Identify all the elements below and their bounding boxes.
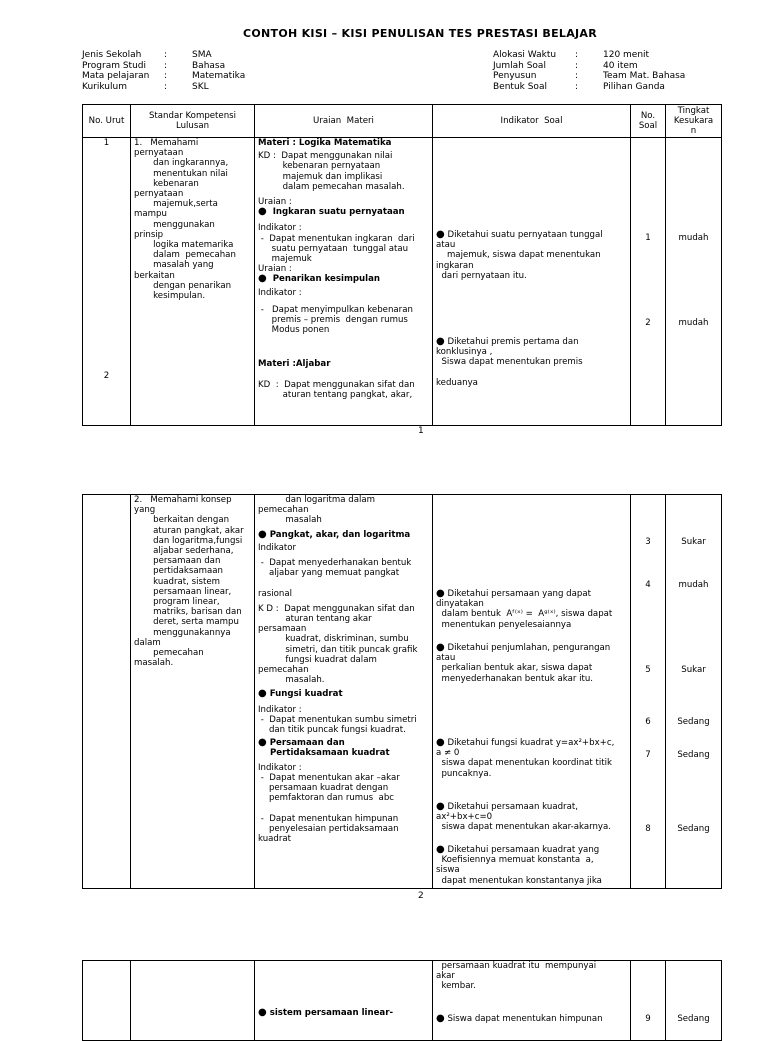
uraian-materi-cell [255, 138, 433, 426]
skl-cell [131, 961, 255, 1041]
indikator-text: - Dapat menyimpulkan kebenaran premis – premis dengan rumus Modus ponen [260, 304, 413, 336]
info-row: Kurikulum : SKL [82, 81, 209, 92]
indikator-label: Indikator : [258, 704, 302, 715]
uraian-materi-cell [255, 495, 433, 889]
tingkat-value: Sedang [677, 717, 710, 727]
no-soal-value: 4 [645, 580, 651, 590]
tingkat-cell [666, 961, 722, 1041]
soal-indicator: ● Diketahui fungsi kuadrat y=ax²+bx+c, a ≠ 0 siswa dapat menentukan koordinat titik puncaknya. [436, 737, 615, 779]
materi-title: Materi :Aljabar [258, 359, 331, 370]
indikator-label: Indikator : [258, 223, 302, 234]
sub-topic: ● sistem persamaan linear- [258, 1007, 394, 1018]
col-header-uraian-materi: Uraian Materi [255, 105, 433, 138]
table-row [83, 961, 722, 1041]
table-header-row [83, 105, 722, 138]
indikator-label: Indikator : [258, 762, 302, 773]
header-info-left [82, 50, 245, 92]
info-row: Alokasi Waktu : 120 menit [493, 50, 650, 60]
tingkat-value: Sukar [681, 665, 706, 675]
no-urut-cell [83, 495, 131, 889]
col-header-tingkat: Tingkat Kesukara n [666, 105, 722, 138]
info-row: Jumlah Soal : 40 item [493, 60, 638, 71]
skl-cell: 1. Memahami pernyataan dan ingkarannya, menentukan nilai kebenaran pernyataan majemuk,serta mampu menggunakan prinsip logika matemarika dalam pemecahan masalah yang berkaitan dengan penarikan kesimpulan. [131, 138, 255, 426]
sub-topic: ● Penarikan kesimpulan [258, 273, 381, 285]
sub-topic: ● Ingkaran suatu pernyataan [258, 206, 405, 218]
soal-indicator: ● Siswa dapat menentukan himpunan [436, 1013, 603, 1024]
no-soal-cell [631, 495, 666, 889]
sub-topic: ● Persamaan dan Pertidaksamaan kuadrat [258, 737, 390, 759]
info-row: Program Studi : Bahasa [82, 60, 226, 71]
kisi-table-page-2 [82, 494, 722, 889]
document-title: CONTOH KISI – KISI PENULISAN TES PRESTASI BELAJAR [242, 27, 597, 40]
indikator-label: Indikator : [258, 287, 302, 298]
kd-text: K D : Dapat menggunakan sifat dan aturan tentang akar persamaan kuadrat, diskriminan, sumbu simetri, dan titik puncak grafik fungsi kuadrat dalam pemecahan masalah. [258, 603, 418, 686]
no-urut-value: 2 [103, 371, 110, 381]
no-soal-value: 5 [645, 665, 651, 675]
kisi-table-page-1 [82, 104, 722, 426]
no-soal-value: 9 [645, 1014, 651, 1024]
page-number: 2 [418, 891, 424, 901]
header-info-right [493, 50, 685, 92]
no-urut-cell [83, 961, 131, 1041]
table-row [83, 138, 722, 426]
no-soal-cell [631, 138, 666, 426]
indikator-text: - Dapat menentukan akar –akar persamaan kuadrat dengan pemfaktoran dan rumus abc - Dapat menentukan himpunan penyelesaian pertidaksamaan kuadrat [258, 772, 400, 845]
materi-title: Materi : Logika Matematika [258, 138, 392, 148]
indikator-label: Indikator [258, 542, 297, 553]
soal-indicator: ● Diketahui suatu pernyataan tunggal atau majemuk, siswa dapat menentukan ingkaran dari pernyataan itu. [436, 229, 603, 281]
kd-text: KD : Dapat menggunakan nilai kebenaran pernyataan majemuk dan implikasi dalam pemecahan masalah. [258, 151, 405, 192]
soal-indicator: ● Diketahui premis pertama dan konklusinya , Siswa dapat menentukan premis keduanya [436, 336, 583, 388]
sub-topic: ● Fungsi kuadrat [258, 688, 343, 700]
soal-indicator: ● Diketahui persamaan kuadrat, ax²+bx+c=0 siswa dapat menentukan akar-akarnya. [436, 801, 612, 833]
info-row: Penyusun : Team Mat. Bahasa [493, 71, 686, 81]
tingkat-value: mudah [678, 233, 709, 243]
no-soal-value: 6 [645, 717, 651, 727]
tingkat-value: mudah [678, 318, 709, 328]
table-row [83, 495, 722, 889]
uraian-label: Uraian : [258, 264, 292, 275]
indikator-text: - Dapat menentukan ingkaran dari suatu pernyataan tunggal atau majemuk [260, 233, 415, 265]
tingkat-value: Sukar [681, 537, 706, 547]
col-header-standar-kompetensi: Standar Kompetensi Lulusan [131, 105, 255, 138]
page-number: 1 [418, 426, 424, 436]
soal-indicator: ● Diketahui persamaan kuadrat yang Koefisiennya memuat konstanta a, siswa dapat menentukan konstantanya jika [436, 844, 602, 886]
no-urut-cell [83, 138, 131, 426]
tingkat-cell [666, 138, 722, 426]
no-soal-cell [631, 961, 666, 1041]
sub-topic: ● Pangkat, akar, dan logaritma [258, 528, 411, 540]
kisi-table-page-3 [82, 960, 722, 1041]
no-soal-value: 2 [645, 318, 651, 328]
indikator-text: - Dapat menyederhanakan bentuk aljabar yang memuat pangkat rasional [258, 558, 412, 599]
no-soal-value: 3 [645, 537, 651, 547]
uraian-label: Uraian : [258, 197, 292, 208]
kd-text: KD : Dapat menggunakan sifat dan aturan tentang pangkat, akar, [258, 379, 415, 400]
skl-cell: 2. Memahami konsep yang berkaitan dengan aturan pangkat, akar dan logaritma,fungsi aljabar sederhana, persamaan dan pertidaksamaan kuadrat, sistem persamaan linear, program linear, matriks, barisan dan deret, serta mampu menggunakannya dalam pemecahan masalah. [131, 495, 255, 889]
col-header-no-urut: No. Urut [83, 105, 131, 138]
no-soal-value: 1 [645, 233, 651, 243]
no-soal-value: 7 [645, 750, 651, 760]
no-soal-value: 8 [645, 824, 651, 834]
info-row: Bentuk Soal : Pilihan Ganda [493, 81, 665, 92]
indikator-text: - Dapat menentukan sumbu simetri dan titik puncak fungsi kuadrat. [260, 714, 417, 736]
info-row: Jenis Sekolah : SMA [82, 50, 212, 60]
tingkat-value: mudah [678, 580, 709, 590]
tingkat-value: Sedang [677, 824, 710, 834]
materi-continued: dan logaritma dalam pemecahan masalah [258, 495, 376, 526]
info-row: Mata pelajaran : Matematika [82, 71, 246, 81]
col-header-indikator-soal: Indikator Soal [433, 105, 631, 138]
tingkat-cell [666, 495, 722, 889]
indikator-soal-cell [433, 961, 631, 1041]
tingkat-value: Sedang [677, 750, 710, 760]
col-header-no-soal: No. Soal [631, 105, 666, 138]
indikator-soal-cell [433, 495, 631, 889]
indikator-soal-cell [433, 138, 631, 426]
no-urut-value: 1 [103, 138, 110, 148]
soal-indicator-continued: persamaan kuadrat itu mempunyai akar kembar. [436, 961, 597, 992]
soal-indicator: ● Diketahui persamaan yang dapat dinyatakan dalam bentuk Aᶠ⁽ˣ⁾ = Aᵍ⁽ˣ⁾, siswa dapat menentukan penyelesaiannya [436, 588, 613, 630]
uraian-materi-cell [255, 961, 433, 1041]
tingkat-value: Sedang [677, 1014, 710, 1024]
soal-indicator: ● Diketahui penjumlahan, pengurangan atau perkalian bentuk akar, siswa dapat menyederhanakan bentuk akar itu. [436, 642, 611, 684]
